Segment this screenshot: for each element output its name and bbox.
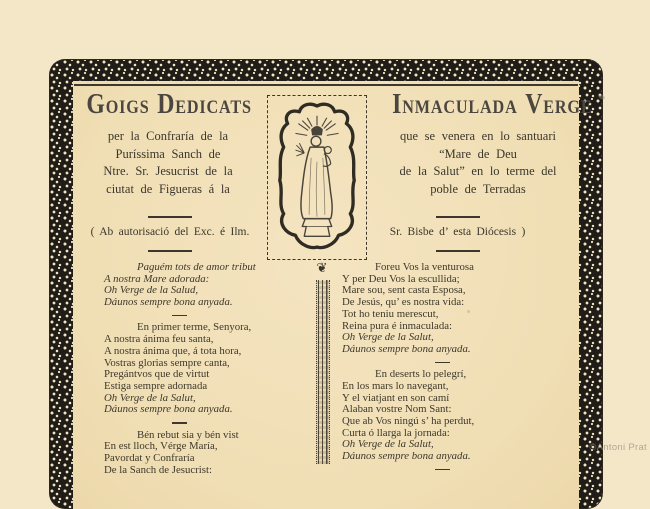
stanza-separator xyxy=(435,362,450,364)
verse-line: A nostra Mare adorada: xyxy=(104,272,210,285)
stanza xyxy=(104,262,294,309)
rule-below-right xyxy=(436,250,480,252)
verse-line: Oh Verge de la Salut, xyxy=(342,331,434,344)
watermark-credit: ©Antoni Prat xyxy=(589,442,647,453)
verse-line: En deserts lo pelegrí, xyxy=(375,368,467,381)
verse-line: Pregántvos que de virtut xyxy=(104,368,210,381)
verse-line: Dáunos sempre bona anyada. xyxy=(104,296,233,309)
verse-line: De Jesús, qu’ es nostra vida: xyxy=(342,296,465,309)
title-left-word1: GOIGS xyxy=(86,89,150,120)
header-right xyxy=(377,89,593,198)
verse-line: Paguém tots de amor tribut xyxy=(137,261,256,273)
verse-line: Oh Verge de la Salud, xyxy=(104,284,199,297)
subtitle-right-line: “Mare de Deu xyxy=(439,146,517,161)
subtitle-right-line: de la Salut” en lo terme del xyxy=(399,164,557,178)
verse-line: Pavordat y Confraría xyxy=(104,452,195,465)
verse-line: Foreu Vos la venturosa xyxy=(375,261,474,273)
verse-line: Oh Verge de la Salut, xyxy=(104,391,196,404)
verse-line: Reina pura é inmaculada: xyxy=(342,319,453,332)
title-left-word2: DEDICATS xyxy=(157,89,252,120)
stanza-separator xyxy=(172,315,187,317)
stanza-separator xyxy=(172,422,187,424)
subtitle-right-line: poble de Terradas xyxy=(430,181,526,196)
paper-stain xyxy=(467,310,470,313)
title-left xyxy=(86,89,252,121)
verse-line: Vostras glorias sempre canta, xyxy=(104,356,230,369)
verse-line: De la Sanch de Jesucrist: xyxy=(104,463,212,476)
title-right xyxy=(392,89,593,121)
verse-line: Dáunos sempre bona anyada. xyxy=(342,450,471,463)
verse-line: Bén rebut sia y bén vist xyxy=(137,428,239,441)
verse-line: Alaban vostre Nom Sant: xyxy=(342,403,452,416)
verse-line: En primer terme, Senyora, xyxy=(137,321,252,334)
verse-column-right xyxy=(342,262,547,476)
verse-line: En los mars lo navegant, xyxy=(342,379,449,392)
subtitle-right-line: que se venera en lo santuari xyxy=(400,129,556,143)
stanza xyxy=(342,369,547,463)
verse-line: Que ab Vos ningú s’ ha perdut, xyxy=(342,415,475,428)
verse-line: Y el viatjant en son camí xyxy=(342,391,450,404)
verse-line: Curta ó llarga la jornada: xyxy=(342,426,450,439)
authorization-right-text: Sr. Bisbe d’ esta Diócesis ) xyxy=(389,226,526,238)
subtitle-left-line: Puríssima Sanch de xyxy=(115,146,221,161)
rule-below-left xyxy=(148,250,192,252)
verse-line: A nostra ánima feu santa, xyxy=(104,333,214,346)
authorization-right xyxy=(370,216,545,252)
fleuron-icon: ❦ xyxy=(316,261,328,276)
subtitle-right xyxy=(377,128,579,198)
top-horizontal-rule xyxy=(74,84,578,86)
subtitle-left-line: Ntre. Sr. Jesucrist de la xyxy=(103,164,233,178)
verse-column-left xyxy=(104,262,294,476)
verse-line: Estiga sempre adornada xyxy=(104,379,208,392)
verse-line: Oh Verge de la Salut, xyxy=(342,438,434,451)
title-right-word2: VERGE xyxy=(525,89,593,120)
verse-line: En est lloch, Vérge María, xyxy=(104,440,218,453)
stanza xyxy=(104,430,294,477)
verse-line: Dáunos sempre bona anyada. xyxy=(104,403,233,416)
title-right-word1: INMACULADA xyxy=(392,89,518,120)
authorization-left-text: ( Ab autorisació del Exc. é Ilm. xyxy=(90,226,250,238)
verse-line: Mare sou, sent casta Esposa, xyxy=(342,284,466,297)
rule-above-left xyxy=(148,216,192,218)
virgin-statue-illustration xyxy=(268,96,366,259)
header-left xyxy=(72,89,264,198)
verse-line: A nostra ánima que, á tota hora, xyxy=(104,344,242,357)
stanza xyxy=(104,322,294,416)
authorization-left xyxy=(90,216,250,252)
subtitle-left xyxy=(72,128,264,198)
stanza-separator xyxy=(435,469,450,471)
stanza xyxy=(342,262,547,356)
subtitle-left-line: ciutat de Figueras á la xyxy=(106,181,230,196)
subtitle-left-line: per la Confraría de la xyxy=(107,129,229,143)
verse-line: Tot ho teniu merescut, xyxy=(342,307,439,320)
virgin-statue-woodcut xyxy=(267,95,367,260)
verse-line: Y per Deu Vos la escullida; xyxy=(342,272,460,285)
column-divider-ornament xyxy=(316,280,330,464)
verse-line: Dáunos sempre bona anyada. xyxy=(342,342,471,355)
rule-above-right xyxy=(436,216,480,218)
